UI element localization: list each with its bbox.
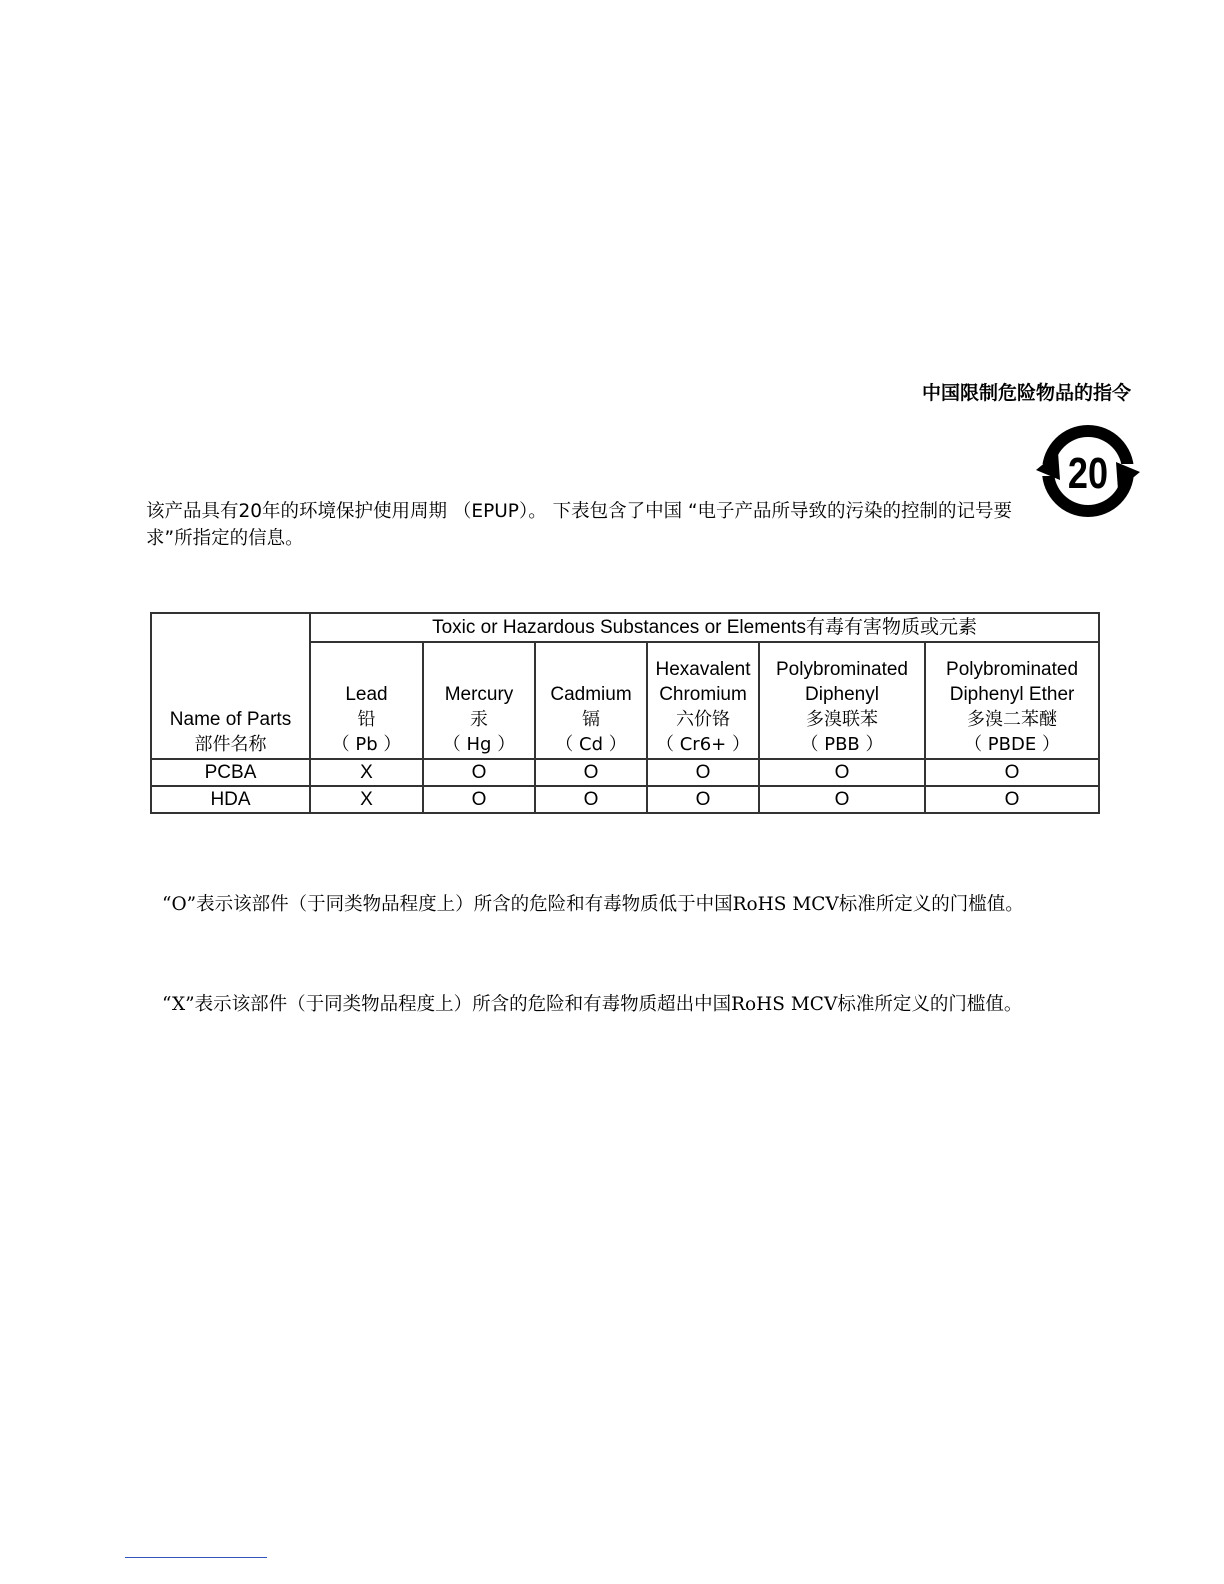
substance-value-cell: O [535,786,647,813]
substance-value-cell: X [310,759,423,786]
substance-value-cell: X [310,786,423,813]
substance-symbol: （ Cd ） [555,734,627,755]
substance-name-cn: 多溴联苯 [806,709,878,730]
substance-name-en: Hexavalent [655,659,751,680]
substance-name-cn: 六价铬 [676,709,730,730]
substance-header [535,642,647,759]
substance-name-en: Diphenyl [805,684,879,705]
substance-symbol: （ Cr6+ ） [656,734,750,755]
note-o-meaning: “O”表示该部件（于同类物品程度上）所含的危险和有毒物质低于中国RoHS MCV标准所定义的门槛值。 [162,894,1024,915]
substance-header [925,642,1099,759]
substance-name-en: Polybrominated [946,659,1079,680]
hazardous-substances-table [150,612,1100,814]
part-name-cell: PCBA [151,759,310,786]
substance-name-cn: 镉 [582,709,600,730]
substance-header [647,642,759,759]
substance-name-cn: 多溴二苯醚 [967,709,1058,730]
parts-name-header [151,613,310,759]
substance-value-cell: O [925,786,1099,813]
substance-header [310,642,423,759]
table-caption: Toxic or Hazardous Substances or Elements有毒有害物质或元素 [310,613,1099,642]
substance-name-en: Cadmium [550,684,632,705]
substance-value-cell: O [925,759,1099,786]
parts-name-header-en: Name of Parts [169,709,292,730]
substance-value-cell: O [535,759,647,786]
substance-name-en: Chromium [659,684,747,705]
substance-value-cell: O [647,786,759,813]
substance-value-cell: O [759,786,925,813]
substance-value-cell: O [759,759,925,786]
page-heading: 中国限制危险物品的指令 [921,382,1131,404]
substance-name-cn: 汞 [470,709,488,730]
substance-value-cell: O [423,786,535,813]
substance-value-cell: O [647,759,759,786]
epup-years-label: 20 [1067,448,1109,498]
table-row [151,786,1099,813]
parts-name-header-cn: 部件名称 [194,734,267,755]
table-row [151,759,1099,786]
substance-name-en: Polybrominated [775,659,909,680]
epup-20-recycle-icon [1034,424,1142,518]
substance-name-en: Lead [345,684,388,705]
note-x-meaning: “X”表示该部件（于同类物品程度上）所含的危险和有毒物质超出中国RoHS MCV标准所定义的门槛值。 [162,994,1023,1015]
substance-symbol: （ Hg ） [442,734,516,755]
substance-symbol: （ PBDE ） [964,734,1060,755]
substance-name-cn: 铅 [357,709,376,730]
substance-name-en: Mercury [444,684,514,705]
substance-symbol: （ PBB ） [800,734,884,755]
substance-value-cell: O [423,759,535,786]
part-name-cell: HDA [151,786,310,813]
substance-name-en: Diphenyl Ether [949,684,1075,705]
substance-header [759,642,925,759]
substance-header [423,642,535,759]
footnote-separator [125,1557,267,1558]
substance-symbol: （ Pb ） [331,734,402,755]
intro-paragraph: 该产品具有20年的环境保护使用周期 （EPUP）。 下表包含了中国 “电子产品所导致的污染的控制的记号要求”所指定的信息。 [146,501,1013,549]
